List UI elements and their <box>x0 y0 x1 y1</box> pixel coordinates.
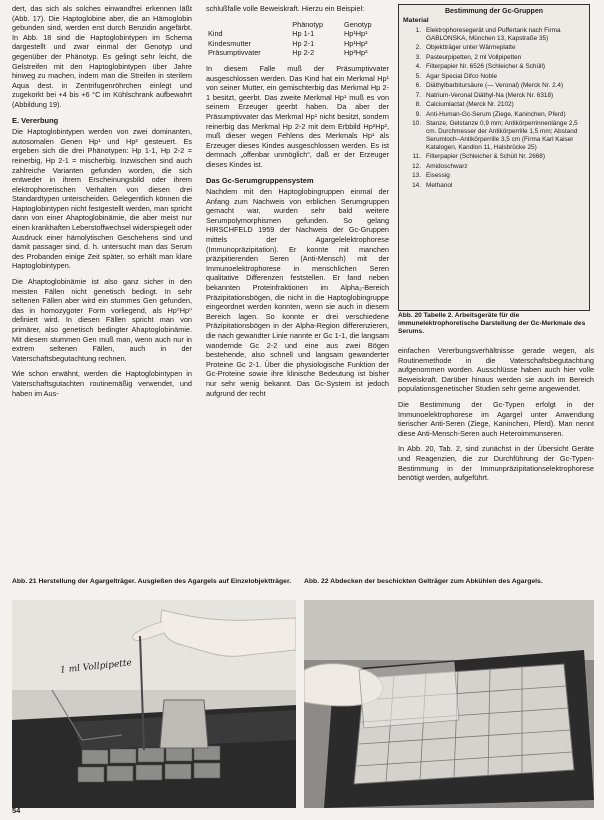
list-item: 2. Objektträger unter Wärmeplatte <box>415 44 516 52</box>
right-text-column <box>398 346 594 576</box>
table-cell: Hp 1-1 <box>292 29 315 39</box>
figure-caption-20: Abb. 20 Tabelle 2. Arbeitsgeräte für die immunelektrophoretische Darstellung der Gc-Merkmale des Serums. <box>398 312 586 335</box>
paragraph: Die Ahaptoglobinämie ist also ganz sicher in den meisten Fällen nicht genetisch bedingt. In sehr seltenen Fällen aber wird ein stummes Gen gefunden, das in homozygoter Form vorliegend, als Hp⁰Hp⁰ definiert wird. In diesen Fällen spricht man von primärer, also genetisch bedingter Ahaptoglobinämie. Mit diesem stummen Gen muß man, wenn auch nur in extrem seltenen Fällen, auch in der Vaterschaftsbegutachtung rechnen. <box>12 277 192 363</box>
middle-text-column <box>206 4 389 576</box>
paragraph: Die Haptoglobintypen werden von zwei dominanten, autosomalen Genen Hp¹ und Hp² gesteuert. Es ergeben sich die drei Phänotypen: Hp 1-1, Hp 2-2 = reinerbig, Hp 2-1 = mischerbig. Inzwischen sind auch zahlreiche Varianten gefunden worden, die sich entweder in ihrem Erscheinungsbild oder ihrem elektrophoretischen Verhalten von diesen drei Standardtypen unterscheiden. Gelegentlich können die Haptoglobintypen nicht festgestellt werden, man spricht dann von einer Ahaptoglobinämie, die aber meist nur einen krankhaften Leberstoffwechsel widerspiegelt oder Ausdruck einer hämolytischen Geschehens sind und damit passager sind, d. h. untersucht man das Serum des Probanden einige Zeit später, so erhält man klare Haptoglobintypen. <box>12 127 192 271</box>
list-item: 8. Calciumlactat (Merck Nr. 2102) <box>415 101 514 109</box>
table-row <box>206 29 389 39</box>
paragraph: dert, das sich als solches einwandfrei erkennen läßt (Abb. 17). Die Haptoglobine aber, die an Hämoglobin gebunden sind, werden erst durch Benzidin angefärbt. In Abb. 18 sind die Haptoglobintypen im Schema dargestellt und zwar einmal der Genotyp und gegenüber der Phänotyp. Es gelingt sehr leicht, die Gelstreifen mit den Haptoglobintypen über Jahre hinweg zu machen, indem man die Streifen in sterilem Aqua dest. in Zentrifugenröhrchen einlegt und zugekorkt bei +4 bis +6 °C im Kühlschrank aufbewahrt (Abbildung 19). <box>12 4 192 109</box>
table-header-row <box>206 20 389 30</box>
haptoglobin-example-table <box>206 20 389 58</box>
paragraph: Wie schon erwähnt, werden die Haptoglobintypen in Vaterschaftsgutachten routinemäßig verwendet, und haben im Aus- <box>12 369 192 398</box>
materials-subtitle: Material <box>403 16 429 24</box>
section-heading-gc-system: Das Gc-Serumgruppensystem <box>206 175 314 185</box>
table-cell: Kindesmutter <box>208 38 251 48</box>
photo-covering-slides <box>304 600 594 808</box>
table-cell: Präsumptivvater <box>208 48 261 58</box>
paragraph: Die Bestimmung der Gc-Typen erfolgt in der Immunoelektrophorese im Agargel unter Anwendung tierischer Anti-Seren (Ziege, Kaninchen, Pferd). Man nennt diese Anti-Mensch-Seren auch Heteroimmunseren. <box>398 399 594 438</box>
list-item: 7. Natrium-Veronal Diäthyl-Na (Merck Nr. 6318) <box>415 91 554 99</box>
table-cell: Hp 2-2 <box>292 48 315 58</box>
table-cell: Hp¹Hp¹ <box>344 29 368 39</box>
materials-box <box>398 4 590 311</box>
paragraph: schlußfalle volle Beweiskraft. Hierzu ein Beispiel: <box>206 4 365 13</box>
table-header-cell: Phänotyp <box>292 19 324 29</box>
table-header-cell <box>206 20 290 30</box>
paragraph: einfachen Vererbungsverhältnisse gerade wegen, als Routinemethode in die Vaterschaftsbegutachtung aufgenommen worden. Ausschlüsse haben auch hier volle Beweiskraft. Darüber hinaus werden sie auch im Bereich populationsgenetischer Studien sehr gerne angewendet. <box>398 346 594 394</box>
list-item: 9. Anti-Human-Gc-Serum (Ziege, Kaninchen, Pferd) <box>415 110 566 118</box>
list-item: 12. Amidoschwarz <box>412 162 468 170</box>
table-cell: Hp 2-1 <box>292 38 315 48</box>
photo-pipetting-agar <box>12 600 296 808</box>
pipette-handwritten-label: 1 ml Vollpipette <box>59 658 133 676</box>
list-item: 11. Filterpapier (Schleicher & Schüll Nr. 2668) <box>412 153 545 161</box>
paragraph: In diesem Falle muß der Präsumptivvater ausgeschlossen werden. Das Kind hat ein Merkmal Hp¹ von seiner Mutter, ein gemischterbig das Merkmal Hp 2-1 besitzt, geerbt. Das zweite Merkmal Hp¹ muß es von seinem Erzeuger geerbt haben. Da aber der Präsumptivvater das Merkmal Hp¹ nicht besitzt, sondern reinerbig das Merkmal Hp 2-2 mit dem Erbbild Hp²Hp², muß dieser wegen Fehlens des Merkmals Hp¹ als Erzeuger dieses Kindes ausgeschlossen werden. Es ist demnach „offenbar unmöglich“, daß er der Erzeuger dieses Kindes ist. <box>206 63 389 169</box>
paragraph: In Abb. 20, Tab. 2, sind zunächst in der Übersicht Geräte und Reagenzien, die zur Durchführung der Gc-Typen-Bestimmung in der Immunpräzipitationselektrophorese benötigt werden, aufgeführt. <box>398 444 594 483</box>
figure-caption-21: Abb. 21 Herstellung der Agargelträger. Ausgießen des Agargels auf Einzelobjektträger. <box>12 578 292 585</box>
list-item: 4. Filterpapier Nr. 6526 (Schleicher & Schüll) <box>415 63 545 71</box>
list-item: 6. Diäthylbarbitursäure (— Veronal) (Merck Nr. 2.4) <box>415 82 564 90</box>
figure-caption-22: Abb. 22 Abdecken der beschickten Gelträger zum Abkühlen des Agargels. <box>304 578 543 585</box>
table-cell: Hp²Hp² <box>344 48 368 58</box>
list-item: 1. Elektrophoresegerät und Puffertank nach Firma GABLONSKA, München 13, Kapstraße 35) <box>415 26 561 42</box>
list-item: 5. Agar Special Difco Noble <box>415 72 498 80</box>
section-heading-vererbung: E. Vererbung <box>12 115 59 125</box>
table-row <box>206 39 389 49</box>
paragraph: Nachdem mit den Haptoglobingruppen einmal der Anfang zum Nachweis von erblichen Serumgruppen gemacht war, wurden sehr bald weitere Serumpolymorphismen gefunden. So gelang HIRSCHFELD 1959 der Nachweis der Gc-Gruppen mittels der Agargelelektrophorese (Immunopräzipitation). Er konnte mit manchen präzipitierenden Seren (Anti-Mensch) mit der Immunoelektrophorese in menschlichen Seren qualitative Differenzen feststellen. Er fand neben bekannten Proteinfraktionen im Alpha₂-Bereich Präzipitationsbögen, die nicht in die Haptoglobingruppe eingeordnet werden konnten, wenn sie auch in diesem Bereich lagen. So konnte er drei verschiedene Präzipitationsbögen in der Alpha-Region differenzieren, die nach gewandter Linie nannte er Gc 1-1, die langsam wandernde Gc 2-2 und eine aus zwei Bögen bestehende, also schnell und langsam gewanderter Proteine Gc 2-1. Über die physiologische Funktion der Gc-Proteine sowie ihre klinische Bedeutung ist bisher nur sehr wenig bekannt. Das Gc-System ist jedoch aufgrund der recht <box>206 187 389 398</box>
photo-pipetting-agar-image <box>12 600 296 808</box>
list-item: 14. Methanol <box>412 181 453 189</box>
left-text-column <box>12 4 192 576</box>
materials-list <box>399 27 589 190</box>
materials-title: Bestimmung der Gc-Gruppen <box>444 8 543 15</box>
table-cell: Hp¹Hp² <box>344 38 368 48</box>
photo-covering-slides-image <box>304 600 594 808</box>
table-row <box>206 48 389 58</box>
list-item: 13. Eisessig <box>412 172 450 180</box>
page-number: 54 <box>12 806 21 815</box>
table-header-cell: Genotyp <box>344 19 372 29</box>
list-item: 3. Pasteurpipetten, 2 ml Vollpipetten <box>415 53 522 61</box>
list-item: 10. Stanze, Gelstanze 0,9 mm; Antikörperrinnenlänge 2,5 cm. Durchmesser der Antikörperrille 1,5 mm; Abstand Serumloch–Antikörperrille 3,5 cm (Firma Karl Kaiser Katalogen, Kandlon 11, Halsbrücke 25) <box>412 120 578 151</box>
table-cell: Kind <box>208 29 223 39</box>
